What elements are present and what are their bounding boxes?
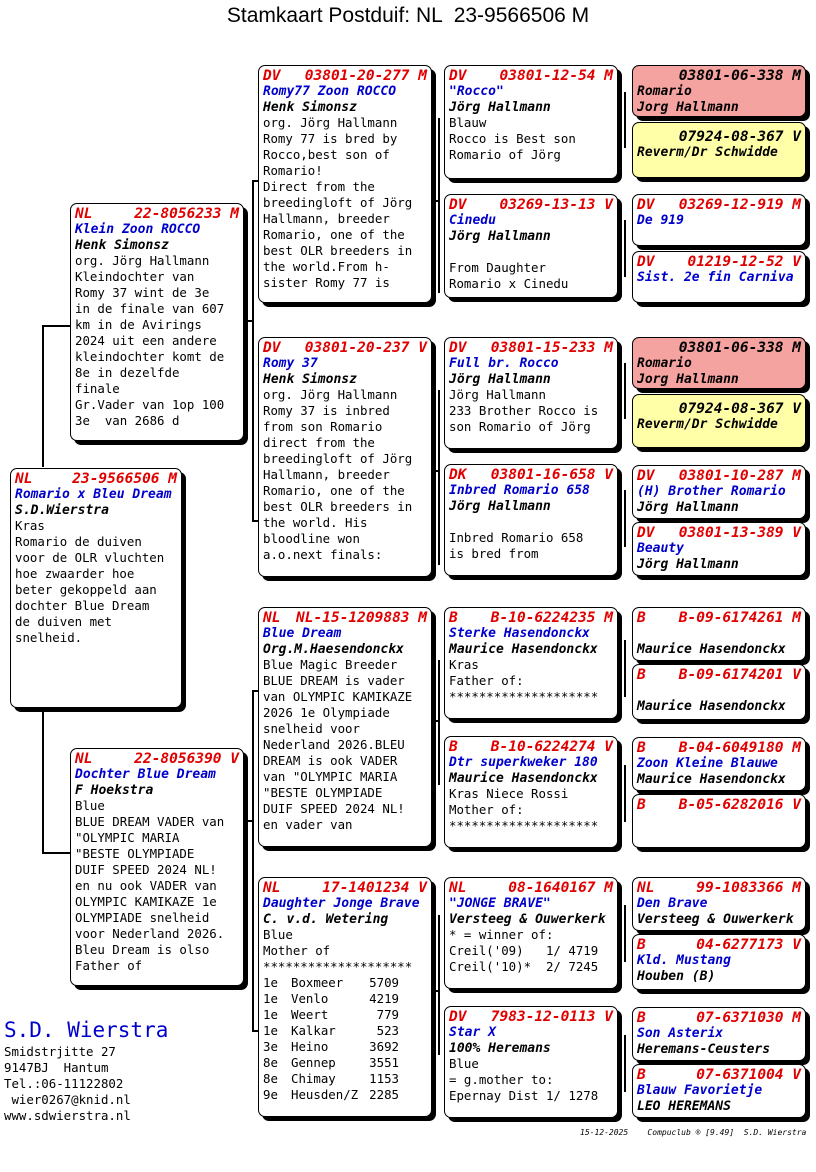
g2-ring: 07924-08-367 V bbox=[678, 129, 801, 145]
breeder-street: Smidstrjitte 27 bbox=[4, 1044, 116, 1059]
proband-name: Romario x Bleu Dream bbox=[15, 487, 172, 502]
sss-line: Romario of Jörg bbox=[449, 147, 561, 163]
sire-prefix: NL bbox=[75, 206, 93, 222]
dam-prefix: NL bbox=[75, 751, 93, 767]
dd-line: Mother of bbox=[263, 943, 331, 959]
g14-owner: Houben (B) bbox=[637, 968, 716, 984]
sd-prefix: DV bbox=[263, 340, 281, 356]
dds-line: Creil('10)* 2/ 7245 bbox=[449, 959, 599, 975]
g13-prefix: NL bbox=[637, 880, 655, 896]
dss-ring: B-10-6224235 M bbox=[490, 610, 613, 626]
ddd-prefix: DV bbox=[449, 1009, 467, 1025]
g2-card bbox=[632, 122, 806, 178]
g9-owner: Maurice Hasendonckx bbox=[637, 641, 786, 657]
sd-line: Romario, one of the bbox=[263, 483, 405, 499]
g15-card bbox=[632, 1007, 806, 1061]
g7-owner: Jörg Hallmann bbox=[637, 499, 739, 515]
g5-owner: Jorg Hallmann bbox=[637, 371, 739, 387]
sire-card bbox=[70, 203, 244, 441]
dss-name: Sterke Hasendonckx bbox=[449, 626, 590, 641]
sd-line: breedingloft of Jörg bbox=[263, 451, 413, 467]
ssd-line: From Daughter bbox=[449, 260, 546, 276]
dd-name: Daughter Jonge Brave bbox=[263, 896, 420, 911]
g5-name: Romario bbox=[637, 356, 692, 371]
ssd-owner: Jörg Hallmann bbox=[449, 228, 551, 244]
g9-name bbox=[637, 626, 801, 642]
dam-ring: 22-8056390 V bbox=[134, 751, 239, 767]
sss-ring: 03801-12-54 M bbox=[499, 68, 613, 84]
g13-ring: 99-1083366 M bbox=[696, 880, 801, 896]
ds-line: Blue Magic Breeder bbox=[263, 657, 398, 673]
sd-line: org. Jörg Hallmann bbox=[263, 387, 398, 403]
dam-line: Father of bbox=[75, 958, 143, 974]
ss-line: Romario, one of the bbox=[263, 227, 405, 243]
sire-sire-card bbox=[258, 65, 432, 303]
g16-owner: LEO HEREMANS bbox=[637, 1098, 731, 1114]
sdd-ring: 03801-16-658 V bbox=[490, 467, 613, 483]
sire-name: Klein Zoon ROCCO bbox=[75, 222, 201, 237]
sdd-line bbox=[449, 514, 613, 530]
race-result: 1e Boxmeer 5709 bbox=[263, 975, 399, 991]
dam-owner: F Hoekstra bbox=[75, 782, 154, 798]
proband-owner: S.D.Wierstra bbox=[15, 502, 109, 518]
ss-prefix: DV bbox=[263, 68, 281, 84]
sire-dam-card bbox=[258, 337, 432, 577]
proband-line: Romario de duiven bbox=[15, 534, 142, 550]
proband-line: voor de OLR vluchten bbox=[15, 550, 165, 566]
g8-name: Beauty bbox=[637, 541, 684, 556]
breeder-website: www.sdwierstra.nl bbox=[4, 1108, 131, 1123]
dds-prefix: NL bbox=[449, 880, 467, 896]
proband-line: beter gekoppeld aan bbox=[15, 582, 157, 598]
g10-card bbox=[632, 664, 806, 720]
g15-prefix: B bbox=[637, 1010, 646, 1026]
sire-line: org. Jörg Hallmann bbox=[75, 253, 210, 269]
dds-line: Creil('09) 1/ 4719 bbox=[449, 943, 599, 959]
ddd-name: Star X bbox=[449, 1025, 496, 1040]
sire-line: 2024 uit een andere bbox=[75, 333, 217, 349]
sds-owner: Jörg Hallmann bbox=[449, 371, 551, 387]
g3-ring: 03269-12-919 M bbox=[678, 197, 801, 213]
breeder-address bbox=[4, 1044, 131, 1124]
g11-prefix: B bbox=[637, 740, 646, 756]
g4-ring: 01219-12-52 V bbox=[687, 254, 801, 270]
g13-name: Den Brave bbox=[637, 896, 708, 911]
g8-card bbox=[632, 522, 806, 576]
ddd-line: Epernay Dist 1/ 1278 bbox=[449, 1088, 599, 1104]
ds-line: snelheid voor bbox=[263, 721, 360, 737]
ssd-card bbox=[444, 194, 618, 298]
dss-owner: Maurice Hasendonckx bbox=[449, 641, 598, 657]
g1-owner: Jorg Hallmann bbox=[637, 99, 739, 115]
sss-line: Blauw bbox=[449, 115, 487, 131]
g15-ring: 07-6371030 M bbox=[696, 1010, 801, 1026]
proband-prefix: NL bbox=[15, 471, 33, 487]
ss-line: breedingloft of Jörg bbox=[263, 195, 413, 211]
g6-card bbox=[632, 394, 806, 448]
ss-line: Romy 77 is bred by bbox=[263, 131, 398, 147]
sd-line: Romy 37 is inbred bbox=[263, 403, 390, 419]
breeder-email: wier0267@knid.nl bbox=[4, 1092, 131, 1107]
dsd-name: Dtr superkweker 180 bbox=[449, 755, 598, 770]
dd-owner: C. v.d. Wetering bbox=[263, 911, 389, 927]
sire-line: km in de Avirings bbox=[75, 317, 202, 333]
sds-line: son Romario of Jörg bbox=[449, 419, 591, 435]
dam-line: en nu ook VADER van bbox=[75, 878, 217, 894]
dss-line: Father of: bbox=[449, 673, 524, 689]
g1-name: Romario bbox=[637, 84, 692, 99]
g7-ring: 03801-10-287 M bbox=[678, 468, 801, 484]
sire-line: kleindochter komt de bbox=[75, 349, 225, 365]
g4-card bbox=[632, 251, 806, 303]
ss-line: Hallmann, breeder bbox=[263, 211, 390, 227]
ssd-line: Romario x Cinedu bbox=[449, 276, 569, 292]
g7-card bbox=[632, 465, 806, 519]
dam-line: voor Nederland 2026. bbox=[75, 926, 225, 942]
sds-card bbox=[444, 337, 618, 449]
dss-card bbox=[444, 607, 618, 719]
g11-card bbox=[632, 737, 806, 791]
dsd-line: ******************** bbox=[449, 818, 599, 834]
ddd-ring: 7983-12-0113 V bbox=[490, 1009, 613, 1025]
sd-ring: 03801-20-237 V bbox=[304, 340, 427, 356]
sd-name: Romy 37 bbox=[263, 356, 318, 371]
breeder-phone: Tel.:06-11122802 bbox=[4, 1076, 124, 1091]
dam-line: "BESTE OLYMPIADE bbox=[75, 846, 195, 862]
g4-prefix: DV bbox=[637, 254, 655, 270]
sss-prefix: DV bbox=[449, 68, 467, 84]
g9-ring: B-09-6174261 M bbox=[678, 610, 801, 626]
ddd-line: = g.mother to: bbox=[449, 1072, 554, 1088]
g11-name: Zoon Kleine Blauwe bbox=[637, 756, 778, 771]
g12-ring: B-05-6282016 V bbox=[678, 797, 801, 813]
g8-ring: 03801-13-389 V bbox=[678, 525, 801, 541]
sss-card bbox=[444, 65, 618, 179]
ss-line: Direct from the bbox=[263, 179, 375, 195]
g8-prefix: DV bbox=[637, 525, 655, 541]
race-result: 1e Venlo 4219 bbox=[263, 991, 399, 1007]
dds-card bbox=[444, 877, 618, 989]
dss-line: Kras bbox=[449, 657, 479, 673]
sd-line: the world. His bbox=[263, 515, 368, 531]
sds-line: Jörg Hallmann bbox=[449, 387, 546, 403]
ss-line: sister Romy 77 is bbox=[263, 275, 390, 291]
g14-card bbox=[632, 934, 806, 990]
ds-line: van "OLYMPIC MARIA bbox=[263, 769, 398, 785]
sd-line: bloodline won bbox=[263, 531, 360, 547]
sdd-line: is bred from bbox=[449, 546, 539, 562]
ds-name: Blue Dream bbox=[263, 626, 342, 641]
dam-line: "OLYMPIC MARIA bbox=[75, 830, 180, 846]
dsd-ring: B-10-6224274 V bbox=[490, 739, 613, 755]
ddd-card bbox=[444, 1006, 618, 1118]
dam-line: OLYMPIC KAMIKAZE 1e bbox=[75, 894, 217, 910]
g10-name bbox=[637, 683, 801, 699]
sds-name: Full br. Rocco bbox=[449, 356, 559, 371]
breeder-name: S.D. Wierstra bbox=[4, 1018, 169, 1042]
g10-owner: Maurice Hasendonckx bbox=[637, 698, 786, 714]
race-result: 3e Heino 3692 bbox=[263, 1039, 399, 1055]
g5-ring: 03801-06-338 M bbox=[678, 340, 801, 356]
g14-prefix: B bbox=[637, 937, 646, 953]
g3-card bbox=[632, 194, 806, 246]
sd-line: from son Romario bbox=[263, 419, 383, 435]
sd-line: direct from the bbox=[263, 435, 375, 451]
g12-prefix: B bbox=[637, 797, 646, 813]
dss-prefix: B bbox=[449, 610, 458, 626]
proband-line: Kras bbox=[15, 518, 45, 534]
race-result: 8e Gennep 3551 bbox=[263, 1055, 399, 1071]
g6-name: Reverm/Dr Schwidde bbox=[637, 417, 778, 432]
ds-line: 2026 1e Olympiade bbox=[263, 705, 390, 721]
g16-card bbox=[632, 1064, 806, 1118]
ds-line: van OLYMPIC KAMIKAZE bbox=[263, 689, 413, 705]
g11-owner: Maurice Hasendonckx bbox=[637, 771, 786, 787]
sd-owner: Henk Simonsz bbox=[263, 371, 357, 387]
sds-prefix: DV bbox=[449, 340, 467, 356]
g12-card bbox=[632, 794, 806, 848]
sdd-line: Inbred Romario 658 bbox=[449, 530, 584, 546]
sire-line: 8e in dezelfde bbox=[75, 365, 180, 381]
dsd-card bbox=[444, 736, 618, 848]
g7-prefix: DV bbox=[637, 468, 655, 484]
g3-prefix: DV bbox=[637, 197, 655, 213]
sss-owner: Jörg Hallmann bbox=[449, 99, 551, 115]
ssd-prefix: DV bbox=[449, 197, 467, 213]
ddd-owner: 100% Heremans bbox=[449, 1040, 551, 1056]
g8-owner: Jörg Hallmann bbox=[637, 556, 739, 572]
g2-name: Reverm/Dr Schwidde bbox=[637, 145, 778, 160]
sdd-prefix: DK bbox=[449, 467, 467, 483]
g13-owner: Versteeg & Ouwerkerk bbox=[637, 911, 794, 927]
proband-ring: 23-9566506 M bbox=[72, 471, 177, 487]
g10-ring: B-09-6174201 V bbox=[678, 667, 801, 683]
ds-line: "BESTE OLYMPIADE bbox=[263, 785, 383, 801]
ds-line: en vader van bbox=[263, 817, 353, 833]
dam-line: DUIF SPEED 2024 NL! bbox=[75, 862, 217, 878]
g9-prefix: B bbox=[637, 610, 646, 626]
sire-line: Kleindochter van bbox=[75, 269, 195, 285]
g13-card bbox=[632, 877, 806, 931]
dds-ring: 08-1640167 M bbox=[508, 880, 613, 896]
ds-owner: Org.M.Haesendonckx bbox=[263, 641, 404, 657]
dd-ring: 17-1401234 V bbox=[322, 880, 427, 896]
g1-card bbox=[632, 65, 806, 117]
dsd-line: Mother of: bbox=[449, 802, 524, 818]
proband-line: hoe zwaarder hoe bbox=[15, 566, 135, 582]
ss-line: best OLR breeders in bbox=[263, 243, 413, 259]
g4-name: Sist. 2e fin Carniva bbox=[637, 270, 794, 285]
dss-line: ******************** bbox=[449, 689, 599, 705]
g16-ring: 07-6371004 V bbox=[696, 1067, 801, 1083]
g7-name: (H) Brother Romario bbox=[637, 484, 786, 499]
proband-card bbox=[10, 468, 182, 708]
g5-card bbox=[632, 337, 806, 389]
ds-line: BLUE DREAM is vader bbox=[263, 673, 405, 689]
proband-line: dochter Blue Dream bbox=[15, 598, 150, 614]
dam-sire-card bbox=[258, 607, 432, 847]
g16-name: Blauw Favorietje bbox=[637, 1083, 763, 1098]
sd-line: Hallmann, breeder bbox=[263, 467, 390, 483]
ssd-name: Cinedu bbox=[449, 213, 496, 228]
ssd-ring: 03269-13-13 V bbox=[499, 197, 613, 213]
sds-line: 233 Brother Rocco is bbox=[449, 403, 599, 419]
dam-line: Blue bbox=[75, 798, 105, 814]
sdd-owner: Jörg Hallmann bbox=[449, 498, 551, 514]
dds-owner: Versteeg & Ouwerkerk bbox=[449, 911, 606, 927]
ssd-line bbox=[449, 244, 613, 260]
race-result: 1e Kalkar 523 bbox=[263, 1023, 399, 1039]
sdd-name: Inbred Romario 658 bbox=[449, 483, 590, 498]
sss-name: "Rocco" bbox=[449, 84, 504, 99]
dd-line: ******************** bbox=[263, 959, 413, 975]
ds-line: DREAM is ook VADER bbox=[263, 753, 398, 769]
ss-owner: Henk Simonsz bbox=[263, 99, 357, 115]
ss-ring: 03801-20-277 M bbox=[304, 68, 427, 84]
ddd-line: Blue bbox=[449, 1056, 479, 1072]
dsd-line: Kras Niece Rossi bbox=[449, 786, 569, 802]
g10-prefix: B bbox=[637, 667, 646, 683]
sire-line: Romy 37 wint de 3e bbox=[75, 285, 210, 301]
dam-line: OLYMPIADE snelheid bbox=[75, 910, 210, 926]
sire-owner: Henk Simonsz bbox=[75, 237, 169, 253]
sss-line: Rocco is Best son bbox=[449, 131, 576, 147]
dam-line: Bleu Dream is olso bbox=[75, 942, 210, 958]
g15-name: Son Asterix bbox=[637, 1026, 724, 1041]
ss-line: org. Jörg Hallmann bbox=[263, 115, 398, 131]
print-stamp: 15-12-2025 Compuclub ® [9.49] S.D. Wierstra bbox=[580, 1128, 807, 1137]
ds-prefix: NL bbox=[263, 610, 281, 626]
race-result: 8e Chimay 1153 bbox=[263, 1071, 399, 1087]
g16-prefix: B bbox=[637, 1067, 646, 1083]
dam-name: Dochter Blue Dream bbox=[75, 767, 216, 782]
g6-ring: 07924-08-367 V bbox=[678, 401, 801, 417]
sdd-card bbox=[444, 464, 618, 576]
dd-line: Blue bbox=[263, 927, 293, 943]
ss-name: Romy77 Zoon ROCCO bbox=[263, 84, 397, 99]
dd-prefix: NL bbox=[263, 880, 281, 896]
page-title: Stamkaart Postduif: NL 23-9566506 M bbox=[226, 4, 590, 27]
sire-line: in de finale van 607 bbox=[75, 301, 225, 317]
breeder-city: 9147BJ Hantum bbox=[4, 1060, 109, 1075]
sd-line: best OLR breeders in bbox=[263, 499, 413, 515]
g9-card bbox=[632, 607, 806, 661]
dsd-owner: Maurice Hasendonckx bbox=[449, 770, 598, 786]
sire-line: Gr.Vader van 1op 100 bbox=[75, 397, 225, 413]
g14-name: Kld. Mustang bbox=[637, 953, 731, 968]
ds-line: DUIF SPEED 2024 NL! bbox=[263, 801, 405, 817]
proband-line: snelheid. bbox=[15, 630, 83, 646]
proband-line: de duiven met bbox=[15, 614, 112, 630]
sire-line: finale bbox=[75, 381, 120, 397]
dam-card bbox=[70, 748, 244, 986]
g11-ring: B-04-6049180 M bbox=[678, 740, 801, 756]
sire-line: 3e van 2686 d bbox=[75, 413, 180, 429]
dds-name: "JONGE BRAVE" bbox=[449, 896, 551, 911]
sd-line: a.o.next finals: bbox=[263, 547, 383, 563]
g3-name: De 919 bbox=[637, 213, 684, 228]
ss-line: Rocco,best son of bbox=[263, 147, 390, 163]
race-result: 9e Heusden/Z 2285 bbox=[263, 1087, 399, 1103]
dam-line: BLUE DREAM VADER van bbox=[75, 814, 225, 830]
dds-line: * = winner of: bbox=[449, 927, 554, 943]
race-result: 1e Weert 779 bbox=[263, 1007, 399, 1023]
sire-ring: 22-8056233 M bbox=[134, 206, 239, 222]
g1-ring: 03801-06-338 M bbox=[678, 68, 801, 84]
dam-dam-card bbox=[258, 877, 432, 1117]
ss-line: the world.From h- bbox=[263, 259, 390, 275]
sds-ring: 03801-15-233 M bbox=[490, 340, 613, 356]
dsd-prefix: B bbox=[449, 739, 458, 755]
ds-line: Nederland 2026.BLEU bbox=[263, 737, 405, 753]
g14-ring: 04-6277173 V bbox=[696, 937, 801, 953]
ds-ring: NL-15-1209883 M bbox=[296, 610, 427, 626]
ss-line: Romario! bbox=[263, 163, 323, 179]
g15-owner: Heremans-Ceusters bbox=[637, 1041, 771, 1057]
